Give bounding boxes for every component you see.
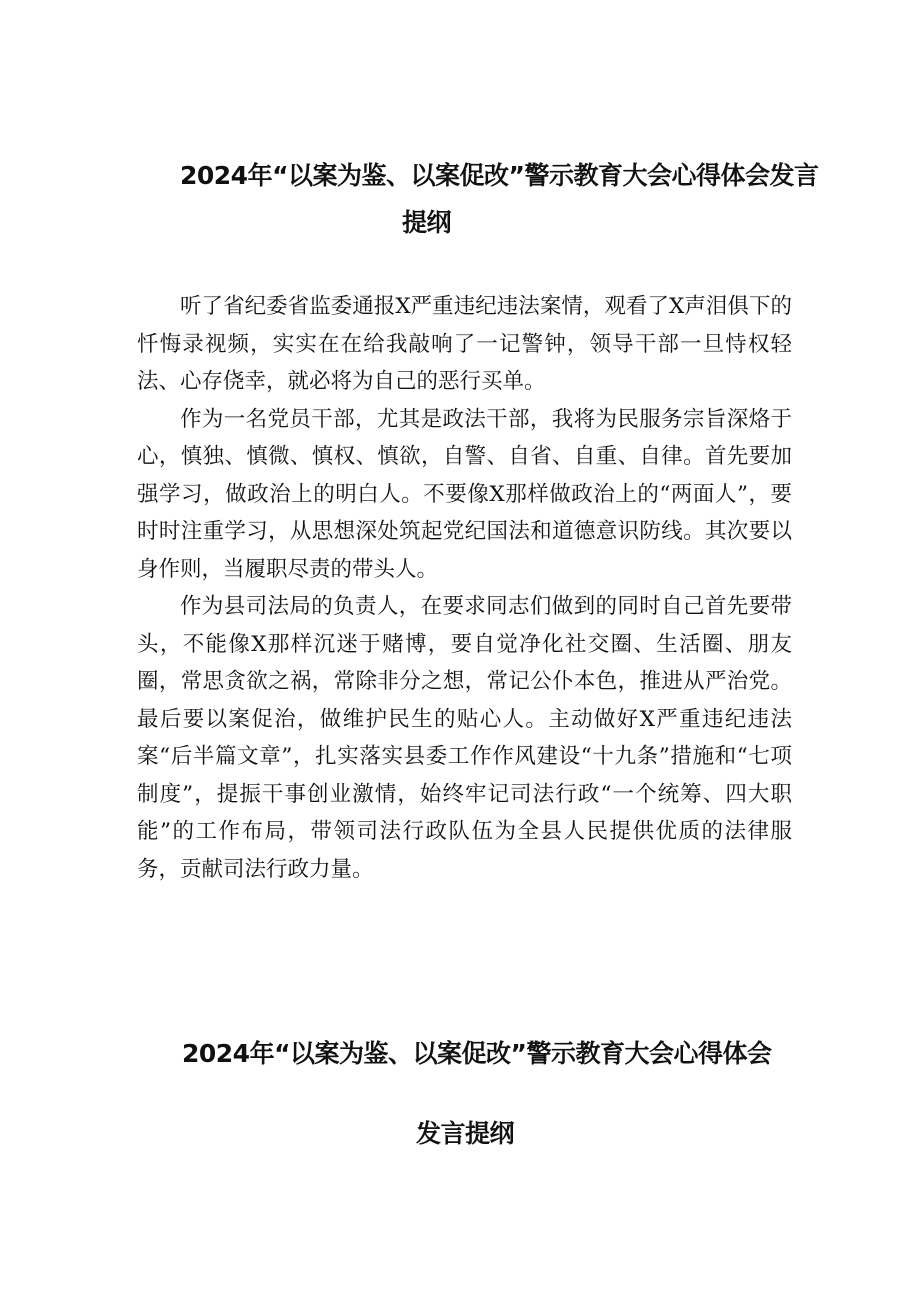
document-title-line-2: 提纲 <box>402 208 452 237</box>
second-title-line-2: 发言提纲 <box>416 1119 515 1148</box>
second-title-line-1: 2024年“以案为鉴、以案促改”警示教育大会心得体会 <box>182 1039 772 1068</box>
paragraph-2: 作为一名党员干部，尤其是政法干部，我将为民服务宗旨深烙于心，慎独、慎微、慎权、慎欲，自警、自省、自重、自律。首先要加强学习，做政治上的明白人。不要像X那样做政治上的“两面人”，要时时注重学习，从思想深处筑起党纪国法和道德意识防线。其次要以身作则，当履职尽责的带头人。 <box>137 406 792 582</box>
paragraph-3: 作为县司法局的负责人，在要求同志们做到的同时自己首先要带头，不能像X那样沉迷于赌博，要自觉净化社交圈、生活圈、朋友圈，常思贪欲之祸，常除非分之想，常记公仆本色，推进从严治党。最后要以案促治，做维护民生的贴心人。主动做好X严重违纪违法案“后半篇文章”，扎实落实县委工作作风建设“十九条”措施和“七项制度”，提振干事创业激情，始终牢记司法行政“一个统筹、四大职能”的工作布局，带领司法行政队伍为全县人民提供优质的法律服务，贡献司法行政力量。 <box>137 594 792 882</box>
document-title-line-1: 2024年“以案为鉴、以案促改”警示教育大会心得体会发言 <box>180 161 819 190</box>
document-body <box>137 288 792 888</box>
paragraph-1: 听了省纪委省监委通报X严重违纪违法案情，观看了X声泪俱下的忏悔录视频，实实在在给我敲响了一记警钟，领导干部一旦恃权轻法、心存侥幸，就必将为自己的恶行买单。 <box>137 294 792 394</box>
